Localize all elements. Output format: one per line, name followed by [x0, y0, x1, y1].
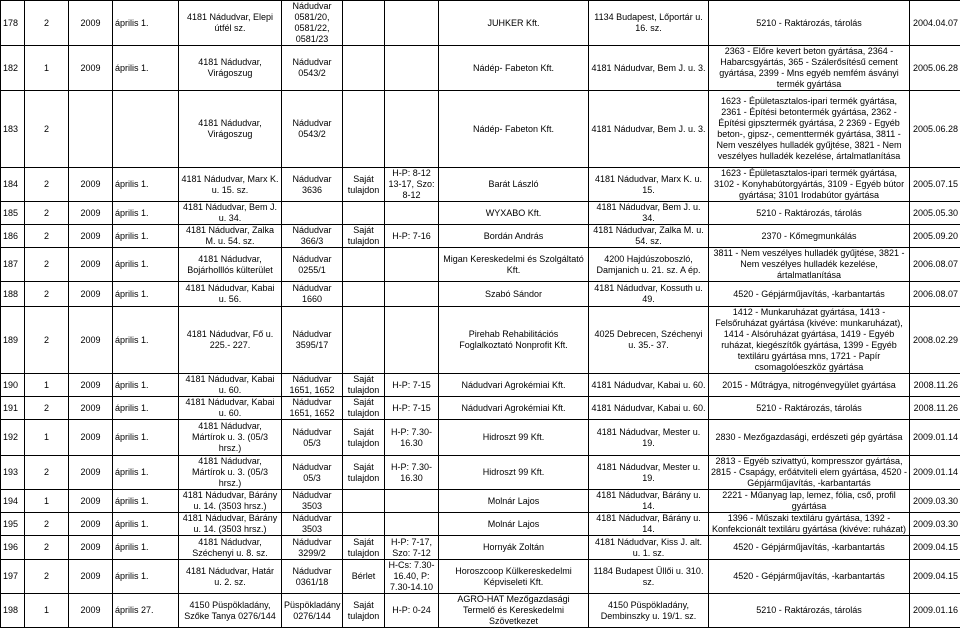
cell-registration-date: 2004.04.07	[910, 1, 960, 46]
cell-id: 185	[1, 202, 25, 225]
cell-activity: 1623 - Épületasztalos-ipari termék gyártása, 2361 - Építési betontermék gyártása, 2362 - Építési gipsztermék gyártása, 2 2369 - Egyéb beton-, gipsz-, cementtermék gyártása, 3811 - Nem veszélyes hulladék gyűjtése, 3821 - Nem veszélyes hulladék kezelése, ártalmatlanítása	[709, 91, 910, 168]
cell-year: 2009	[69, 536, 113, 560]
cell-year: 2009	[69, 202, 113, 225]
cell-operator-seat: 4181 Nádudvar, Bem J. u. 3.	[589, 46, 709, 91]
cell-year: 2009	[69, 397, 113, 420]
cell-parcel: Nádudvar 0361/18	[282, 560, 343, 594]
cell-id: 191	[1, 397, 25, 420]
cell-parcel: Nádudvar 1660	[282, 282, 343, 307]
cell-parcel: Nádudvar 3636	[282, 168, 343, 202]
cell-parcel: Nádudvar 1651, 1652	[282, 397, 343, 420]
cell-date: április 1.	[113, 374, 179, 397]
cell-activity: 5210 - Raktározás, tárolás	[709, 594, 910, 628]
cell-year: 2009	[69, 594, 113, 628]
cell-year: 2009	[69, 248, 113, 282]
cell-date: április 1.	[113, 202, 179, 225]
cell-registration-date: 2009.01.14	[910, 456, 960, 490]
cell-site-address: 4181 Nádudvar, Bárány u. 14. (3503 hrsz.)	[179, 490, 282, 513]
cell-count: 1	[25, 420, 69, 456]
cell-activity: 1623 - Épületasztalos-ipari termék gyártása, 3102 - Konyhabútorgyártás, 3109 - Egyéb bútor gyártása; 3101 Irodabútor gyártása	[709, 168, 910, 202]
table-row	[1, 91, 960, 168]
table-row	[1, 397, 960, 420]
cell-parcel: Nádudvar 1651, 1652	[282, 374, 343, 397]
cell-operator-name: Migan Kereskedelmi és Szolgáltató Kft.	[439, 248, 589, 282]
cell-ownership: Bérlet	[343, 560, 385, 594]
cell-ownership: Saját tulajdon	[343, 594, 385, 628]
cell-count: 2	[25, 202, 69, 225]
cell-activity: 4520 - Gépjárműjavítás, -karbantartás	[709, 560, 910, 594]
cell-id: 190	[1, 374, 25, 397]
cell-date: április 1.	[113, 307, 179, 374]
table-row	[1, 248, 960, 282]
cell-count: 2	[25, 307, 69, 374]
cell-operator-seat: 4025 Debrecen, Széchenyi u. 35.- 37.	[589, 307, 709, 374]
cell-count: 2	[25, 560, 69, 594]
table-row	[1, 282, 960, 307]
cell-date: április 1.	[113, 46, 179, 91]
cell-id: 178	[1, 1, 25, 46]
cell-registration-date: 2009.04.15	[910, 560, 960, 594]
cell-ownership: Saját tulajdon	[343, 420, 385, 456]
cell-operator-name: Bordán András	[439, 225, 589, 248]
table-row	[1, 456, 960, 490]
cell-parcel: Nádudvar 05/3	[282, 456, 343, 490]
cell-registration-date: 2009.03.30	[910, 490, 960, 513]
cell-ownership: Saját tulajdon	[343, 456, 385, 490]
cell-parcel: Nádudvar 3595/17	[282, 307, 343, 374]
cell-ownership: Saját tulajdon	[343, 536, 385, 560]
cell-site-address: 4181 Nádudvar, Kabai u. 60.	[179, 397, 282, 420]
cell-id: 187	[1, 248, 25, 282]
cell-registration-date: 2008.02.29	[910, 307, 960, 374]
cell-ownership	[343, 91, 385, 168]
cell-date: április 1.	[113, 225, 179, 248]
cell-opening-hours: H-P: 7-16	[385, 225, 439, 248]
cell-site-address: 4181 Nádudvar, Bárány u. 14. (3503 hrsz.)	[179, 513, 282, 536]
cell-opening-hours	[385, 282, 439, 307]
cell-opening-hours	[385, 91, 439, 168]
cell-count: 2	[25, 513, 69, 536]
cell-site-address: 4181 Nádudvar, Fő u. 225.- 227.	[179, 307, 282, 374]
cell-opening-hours	[385, 513, 439, 536]
cell-site-address: 4181 Nádudvar, Virágoszug	[179, 46, 282, 91]
cell-id: 198	[1, 594, 25, 628]
cell-registration-date: 2009.03.30	[910, 513, 960, 536]
cell-ownership: Saját tulajdon	[343, 397, 385, 420]
cell-opening-hours: H-P: 7-15	[385, 374, 439, 397]
cell-id: 188	[1, 282, 25, 307]
cell-id: 196	[1, 536, 25, 560]
table-row	[1, 1, 960, 46]
cell-operator-seat: 4181 Nádudvar, Kiss J. alt. u. 1. sz.	[589, 536, 709, 560]
cell-operator-seat: 4181 Nádudvar, Kossuth u. 49.	[589, 282, 709, 307]
cell-opening-hours	[385, 202, 439, 225]
cell-opening-hours: H-P: 7.30-16.30	[385, 420, 439, 456]
cell-count: 1	[25, 490, 69, 513]
cell-activity: 2813 - Egyéb szivattyú, kompresszor gyártása, 2815 - Csapágy, erőátviteli elem gyártása, 4520 - Gépjárműjavítás, -karbantartás	[709, 456, 910, 490]
cell-ownership	[343, 282, 385, 307]
cell-parcel: Nádudvar 05/3	[282, 420, 343, 456]
cell-ownership: Saját tulajdon	[343, 374, 385, 397]
cell-year: 2009	[69, 420, 113, 456]
cell-activity: 4520 - Gépjárműjavítás, -karbantartás	[709, 536, 910, 560]
cell-parcel: Nádudvar 366/3	[282, 225, 343, 248]
cell-date: április 1.	[113, 456, 179, 490]
cell-operator-name: Molnár Lajos	[439, 490, 589, 513]
cell-count: 2	[25, 456, 69, 490]
cell-opening-hours	[385, 46, 439, 91]
cell-site-address: 4181 Nádudvar, Bojárholllós külterület	[179, 248, 282, 282]
cell-count: 2	[25, 536, 69, 560]
cell-year	[69, 91, 113, 168]
cell-operator-name: AGRO-HAT Mezőgazdasági Termelő és Kereskedelmi Szövetkezet	[439, 594, 589, 628]
cell-year: 2009	[69, 168, 113, 202]
cell-site-address: 4181 Nádudvar, Széchenyi u. 8. sz.	[179, 536, 282, 560]
cell-opening-hours: H-Cs: 7.30-16.40, P: 7.30-14.10	[385, 560, 439, 594]
cell-registration-date: 2005.06.28	[910, 46, 960, 91]
cell-operator-seat: 4181 Nádudvar, Mester u. 19.	[589, 456, 709, 490]
cell-ownership	[343, 513, 385, 536]
cell-ownership	[343, 1, 385, 46]
cell-count: 2	[25, 282, 69, 307]
table-row	[1, 420, 960, 456]
cell-operator-seat: 4200 Hajdúszoboszló, Damjanich u. 21. sz. A ép.	[589, 248, 709, 282]
cell-operator-seat: 4181 Nádudvar, Bárány u. 14.	[589, 513, 709, 536]
cell-ownership	[343, 46, 385, 91]
cell-operator-seat: 4181 Nádudvar, Bem J. u. 34.	[589, 202, 709, 225]
cell-date: április 1.	[113, 513, 179, 536]
cell-ownership	[343, 490, 385, 513]
cell-operator-seat: 4181 Nádudvar, Mester u. 19.	[589, 420, 709, 456]
cell-parcel: Nádudvar 0255/1	[282, 248, 343, 282]
cell-operator-seat: 4181 Nádudvar, Zalka M. u. 54. sz.	[589, 225, 709, 248]
cell-ownership	[343, 248, 385, 282]
cell-count: 2	[25, 225, 69, 248]
cell-date: április 1.	[113, 168, 179, 202]
cell-count: 2	[25, 248, 69, 282]
table-row	[1, 202, 960, 225]
cell-id: 195	[1, 513, 25, 536]
cell-operator-name: WYXABO Kft.	[439, 202, 589, 225]
cell-parcel: Nádudvar 0581/20, 0581/22, 0581/23	[282, 1, 343, 46]
cell-date: április 1.	[113, 282, 179, 307]
cell-opening-hours: H-P: 7-17, Szo: 7-12	[385, 536, 439, 560]
cell-date	[113, 91, 179, 168]
cell-registration-date: 2006.08.07	[910, 282, 960, 307]
cell-activity: 2830 - Mezőgazdasági, erdészeti gép gyártása	[709, 420, 910, 456]
cell-operator-name: Hidroszt 99 Kft.	[439, 420, 589, 456]
cell-registration-date: 2009.01.16	[910, 594, 960, 628]
cell-activity: 3811 - Nem veszélyes hulladék gyűjtése, 3821 - Nem veszélyes hulladék kezelése, ártalmatlanítása	[709, 248, 910, 282]
table-row	[1, 168, 960, 202]
cell-operator-name: JUHKER Kft.	[439, 1, 589, 46]
cell-year: 2009	[69, 225, 113, 248]
cell-site-address: 4181 Nádudvar, Kabai u. 60.	[179, 374, 282, 397]
cell-operator-seat: 1134 Budapest, Lőportár u. 16. sz.	[589, 1, 709, 46]
cell-count: 2	[25, 168, 69, 202]
cell-operator-name: Nádép- Fabeton Kft.	[439, 46, 589, 91]
cell-year: 2009	[69, 1, 113, 46]
cell-ownership	[343, 307, 385, 374]
cell-site-address: 4181 Nádudvar, Mártírok u. 3. (05/3 hrsz.)	[179, 420, 282, 456]
cell-operator-name: Barát László	[439, 168, 589, 202]
cell-ownership	[343, 202, 385, 225]
cell-site-address: 4181 Nádudvar, Kabai u. 56.	[179, 282, 282, 307]
cell-year: 2009	[69, 456, 113, 490]
cell-operator-seat: 4181 Nádudvar, Kabai u. 60.	[589, 397, 709, 420]
cell-operator-seat: 4181 Nádudvar, Bárány u. 14.	[589, 490, 709, 513]
table-row	[1, 513, 960, 536]
table-row	[1, 307, 960, 374]
cell-opening-hours	[385, 248, 439, 282]
cell-opening-hours: H-P: 0-24	[385, 594, 439, 628]
cell-parcel: Nádudvar 3503	[282, 490, 343, 513]
cell-operator-name: Molnár Lajos	[439, 513, 589, 536]
cell-registration-date: 2008.11.26	[910, 374, 960, 397]
cell-registration-date: 2005.07.15	[910, 168, 960, 202]
cell-activity: 5210 - Raktározás, tárolás	[709, 397, 910, 420]
cell-registration-date: 2005.06.28	[910, 91, 960, 168]
table-row	[1, 490, 960, 513]
cell-site-address: 4181 Nádudvar, Virágoszug	[179, 91, 282, 168]
cell-date: április 1.	[113, 536, 179, 560]
cell-operator-seat: 4181 Nádudvar, Bem J. u. 3.	[589, 91, 709, 168]
cell-count: 1	[25, 46, 69, 91]
cell-activity: 2370 - Kőmegmunkálás	[709, 225, 910, 248]
cell-parcel: Nádudvar 0543/2	[282, 46, 343, 91]
cell-ownership: Saját tulajdon	[343, 225, 385, 248]
cell-year: 2009	[69, 374, 113, 397]
cell-year: 2009	[69, 307, 113, 374]
cell-parcel: Nádudvar 3299/2	[282, 536, 343, 560]
cell-count: 2	[25, 397, 69, 420]
cell-opening-hours	[385, 307, 439, 374]
cell-date: április 1.	[113, 490, 179, 513]
cell-date: április 1.	[113, 420, 179, 456]
cell-opening-hours	[385, 490, 439, 513]
cell-site-address: 4150 Püspökladány, Szőke Tanya 0276/144	[179, 594, 282, 628]
cell-operator-name: Pirehab Rehabilitációs Foglalkoztató Nonprofit Kft.	[439, 307, 589, 374]
cell-activity: 5210 - Raktározás, tárolás	[709, 1, 910, 46]
cell-parcel: Nádudvar 3503	[282, 513, 343, 536]
cell-activity: 1412 - Munkaruházat gyártása, 1413 - Felsőruházat gyártása (kivéve: munkaruházat), 1414 - Alsóruházat gyártása, 1419 - Egyéb ruházat, kiegészítők gyártása, 1399 - Egyéb textiláru gyártása mns, 1721 - Papír csomagolóeszköz gyártása	[709, 307, 910, 374]
cell-registration-date: 2009.01.14	[910, 420, 960, 456]
cell-id: 184	[1, 168, 25, 202]
cell-activity: 4520 - Gépjárműjavítás, -karbantartás	[709, 282, 910, 307]
cell-opening-hours: H-P: 7-15	[385, 397, 439, 420]
cell-id: 193	[1, 456, 25, 490]
table-row	[1, 225, 960, 248]
cell-registration-date: 2006.08.07	[910, 248, 960, 282]
cell-id: 189	[1, 307, 25, 374]
cell-date: április 1.	[113, 1, 179, 46]
cell-operator-name: Szabó Sándor	[439, 282, 589, 307]
cell-operator-name: Nádudvari Agrokémiai Kft.	[439, 374, 589, 397]
cell-count: 2	[25, 1, 69, 46]
cell-count: 1	[25, 594, 69, 628]
cell-activity: 1396 - Műszaki textiláru gyártása, 1392 - Konfekcionált textiláru gyártása (kivéve: ruházat)	[709, 513, 910, 536]
cell-id: 182	[1, 46, 25, 91]
table-row	[1, 536, 960, 560]
cell-site-address: 4181 Nádudvar, Határ u. 2. sz.	[179, 560, 282, 594]
table-row	[1, 560, 960, 594]
cell-operator-name: Hornyák Zoltán	[439, 536, 589, 560]
cell-date: április 27.	[113, 594, 179, 628]
cell-operator-seat: 4150 Püspökladány, Dembinszky u. 19/1. sz.	[589, 594, 709, 628]
cell-operator-name: Nádép- Fabeton Kft.	[439, 91, 589, 168]
cell-operator-name: Nádudvari Agrokémiai Kft.	[439, 397, 589, 420]
cell-parcel: Püspökladány 0276/144	[282, 594, 343, 628]
cell-year: 2009	[69, 490, 113, 513]
cell-opening-hours	[385, 1, 439, 46]
cell-operator-name: Horoszcoop Külkereskedelmi Képviseleti Kft.	[439, 560, 589, 594]
cell-opening-hours: H-P: 8-12 13-17, Szo: 8-12	[385, 168, 439, 202]
cell-year: 2009	[69, 513, 113, 536]
cell-site-address: 4181 Nádudvar, Mártírok u. 3. (05/3 hrsz.)	[179, 456, 282, 490]
cell-operator-seat: 4181 Nádudvar, Kabai u. 60.	[589, 374, 709, 397]
cell-id: 194	[1, 490, 25, 513]
cell-registration-date: 2009.04.15	[910, 536, 960, 560]
cell-registration-date: 2008.11.26	[910, 397, 960, 420]
cell-date: április 1.	[113, 248, 179, 282]
table-row	[1, 46, 960, 91]
cell-parcel: Nádudvar 0543/2	[282, 91, 343, 168]
cell-id: 192	[1, 420, 25, 456]
cell-registration-date: 2005.09.20	[910, 225, 960, 248]
cell-operator-seat: 4181 Nádudvar, Marx K. u. 15.	[589, 168, 709, 202]
cell-id: 197	[1, 560, 25, 594]
cell-operator-seat: 1184 Budapest Üllői u. 310. sz.	[589, 560, 709, 594]
table-row	[1, 374, 960, 397]
cell-id: 183	[1, 91, 25, 168]
cell-count: 2	[25, 91, 69, 168]
cell-opening-hours: H-P: 7.30-16.30	[385, 456, 439, 490]
cell-site-address: 4181 Nádudvar, Marx K. u. 15. sz.	[179, 168, 282, 202]
cell-id: 186	[1, 225, 25, 248]
cell-activity: 2015 - Műtrágya, nitrogénvegyület gyártása	[709, 374, 910, 397]
cell-year: 2009	[69, 46, 113, 91]
cell-site-address: 4181 Nádudvar, Bem J. u. 34.	[179, 202, 282, 225]
cell-operator-name: Hidroszt 99 Kft.	[439, 456, 589, 490]
cell-year: 2009	[69, 282, 113, 307]
cell-date: április 1.	[113, 560, 179, 594]
cell-count: 1	[25, 374, 69, 397]
cell-site-address: 4181 Nádudvar, Elepi útfél sz.	[179, 1, 282, 46]
cell-ownership: Saját tulajdon	[343, 168, 385, 202]
cell-year: 2009	[69, 560, 113, 594]
cell-date: április 1.	[113, 397, 179, 420]
cell-activity: 2221 - Műanyag lap, lemez, fólia, cső, profil gyártása	[709, 490, 910, 513]
cell-activity: 2363 - Előre kevert beton gyártása, 2364 - Habarcsgyártás, 365 - Szálerősítésű cement gyártása, 2399 - Mns egyéb nemfém ásványi termék gyártása	[709, 46, 910, 91]
cell-activity: 5210 - Raktározás, tárolás	[709, 202, 910, 225]
cell-registration-date: 2005.05.30	[910, 202, 960, 225]
cell-parcel	[282, 202, 343, 225]
cell-site-address: 4181 Nádudvar, Zalka M. u. 54. sz.	[179, 225, 282, 248]
